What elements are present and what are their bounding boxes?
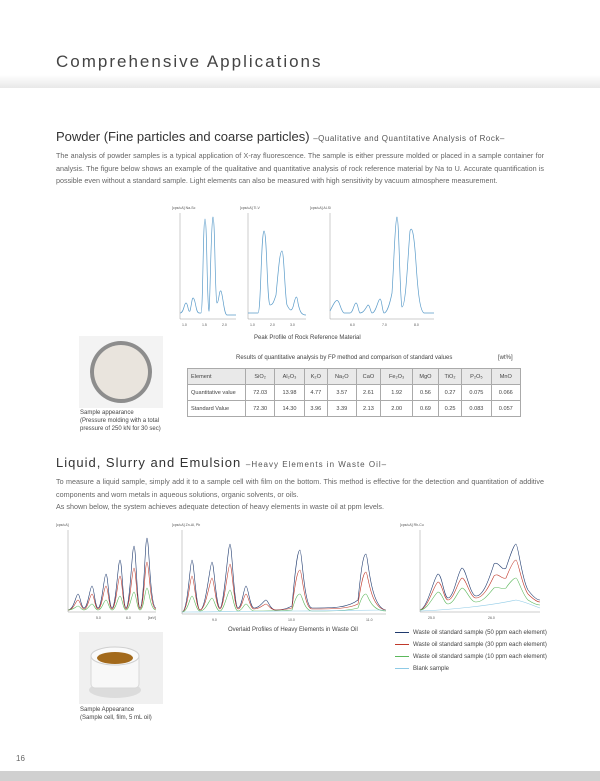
- table-cell: 3.96: [304, 401, 327, 417]
- svg-text:11.0: 11.0: [366, 618, 373, 622]
- legend-swatch: [395, 668, 409, 670]
- powder-section-title: [56, 129, 505, 144]
- rock3-line: [330, 217, 434, 313]
- rock3-title: [cps/uA] Al-Si: [310, 206, 331, 210]
- svg-text:6.0: 6.0: [126, 616, 131, 620]
- legend-swatch: [395, 644, 409, 646]
- liquid-section-title: [56, 455, 387, 470]
- table-cell: 14.30: [275, 401, 304, 417]
- table-cell: 2.00: [381, 401, 413, 417]
- table-cell: 3.39: [327, 401, 356, 417]
- table-cell: 0.25: [438, 401, 461, 417]
- page-number: 16: [16, 754, 25, 763]
- powder-title: Powder (Fine particles and coarse particles): [56, 129, 310, 144]
- page-title: Comprehensive Applications: [56, 52, 323, 71]
- table-cell: 0.27: [438, 385, 461, 401]
- table-cell: 4.77: [304, 385, 327, 401]
- table-cell: 0.083: [462, 401, 491, 417]
- legend-swatch: [395, 632, 409, 634]
- svg-text:9.0: 9.0: [212, 618, 217, 622]
- header-cell: Element: [188, 369, 246, 385]
- oil-sample-liquid: [97, 652, 133, 664]
- row-label: Quantitative value: [188, 385, 246, 401]
- header-cell: Al₂O₃: [275, 369, 304, 385]
- header-cell: TiO₂: [438, 369, 461, 385]
- powder-sample-image: [79, 336, 163, 408]
- header-cell: Na₂O: [327, 369, 356, 385]
- table-cell: 0.066: [491, 385, 520, 401]
- oil-chart-3: [398, 520, 544, 624]
- rock-chart-na-sc: [172, 203, 240, 329]
- header-cell: MgO: [413, 369, 439, 385]
- svg-text:5.0: 5.0: [96, 616, 101, 620]
- svg-text:2.0: 2.0: [222, 323, 227, 327]
- powder-sample-caption: Sample appearance (Pressure molding with a total pressure of 250 kN for 30 sec): [80, 410, 161, 432]
- oil3-line-50: [420, 544, 540, 610]
- svg-text:7.0: 7.0: [382, 323, 387, 327]
- oil-legend: [395, 627, 547, 675]
- oil3-line-30: [420, 560, 540, 610]
- svg-text:6.0: 6.0: [350, 323, 355, 327]
- liquid-paragraph-1: To measure a liquid sample, simply add it to a sample cell with film on the bottom. This method is effective for the detection and quantitation of additive components and worn metals in aqueous solutions, organic solvents, or oils.: [56, 477, 544, 499]
- svg-text:2.0: 2.0: [270, 323, 275, 327]
- legend-item-10ppm: Waste oil standard sample (10 ppm each element): [395, 651, 547, 663]
- header-cell: SiO₂: [246, 369, 275, 385]
- oil-sample-image: [79, 632, 163, 704]
- svg-text:1.5: 1.5: [202, 323, 207, 327]
- svg-text:1.0: 1.0: [182, 323, 187, 327]
- table-header-row: [188, 369, 521, 385]
- table-cell: 0.075: [462, 385, 491, 401]
- rock-chart-al-si: [310, 203, 438, 329]
- oil-chart-caption: Overlaid Profiles of Heavy Elements in Waste Oil: [228, 627, 358, 633]
- table-cell: 0.56: [413, 385, 439, 401]
- header-cell: K₂O: [304, 369, 327, 385]
- svg-text:1.0: 1.0: [250, 323, 255, 327]
- rock-chart-ti-v: [240, 203, 310, 329]
- svg-text:26.0: 26.0: [488, 616, 495, 620]
- table-cell: 72.30: [246, 401, 275, 417]
- results-table: [187, 368, 521, 417]
- header-cell: CaO: [356, 369, 380, 385]
- table-cell: 2.13: [356, 401, 380, 417]
- liquid-paragraph-2: As shown below, the system achieves adequate detection of heavy elements in waste oil at ppm levels.: [56, 502, 385, 511]
- svg-text:25.0: 25.0: [428, 616, 435, 620]
- oil-sample-caption: Sample Appearance (Sample cell, film, 5 mL oil): [80, 707, 152, 721]
- table-cell: 72.03: [246, 385, 275, 401]
- powder-paragraph: The analysis of powder samples is a typical application of X-ray fluorescence. The sample is either pressure molded or placed in a sample container for analysis. The figure below shows an example of the qualitative and quantitative analysis of rock reference material by Na to U. Accurate quantification is possible even without a standard sample. Light elements can also be measured with high sensitivity by vacuum atmosphere measurement.: [56, 151, 544, 185]
- table-row: [188, 385, 521, 401]
- rock-chart-caption: Peak Profile of Rock Reference Material: [254, 335, 361, 341]
- powder-subtitle: –Qualitative and Quantitative Analysis of Rock–: [313, 134, 505, 143]
- table-unit: [wt%]: [498, 355, 513, 361]
- svg-text:8.0: 8.0: [414, 323, 419, 327]
- oil2-line-50: [182, 544, 386, 612]
- oil3-line-blank: [420, 600, 540, 611]
- powder-sample-pellet: [94, 345, 148, 399]
- table-row: [188, 401, 521, 417]
- rock2-title: [cps/uA] Ti-V: [240, 206, 260, 210]
- legend-item-30ppm: Waste oil standard sample (30 ppm each element): [395, 639, 547, 651]
- rock1-line: [180, 217, 236, 315]
- header-cell: P₂O₅: [462, 369, 491, 385]
- table-cell: 2.61: [356, 385, 380, 401]
- oil1-xunit: [keV]: [148, 616, 156, 620]
- table-cell: 0.69: [413, 401, 439, 417]
- table-cell: 3.57: [327, 385, 356, 401]
- liquid-subtitle: –Heavy Elements in Waste Oil–: [245, 460, 388, 469]
- oil-chart-2: [172, 520, 390, 624]
- legend-swatch: [395, 656, 409, 658]
- row-label: Standard Value: [188, 401, 246, 417]
- header-cell: Fe₂O₃: [381, 369, 413, 385]
- svg-text:10.0: 10.0: [288, 618, 295, 622]
- table-cell: 13.98: [275, 385, 304, 401]
- oil1-ylabel: [cps/uA]: [56, 523, 69, 527]
- svg-text:3.0: 3.0: [290, 323, 295, 327]
- oil2-line-30: [182, 564, 386, 612]
- liquid-title: Liquid, Slurry and Emulsion: [56, 455, 242, 470]
- rock2-line: [248, 231, 306, 315]
- oil-chart-1: [56, 520, 160, 626]
- footer-bar: [0, 771, 600, 781]
- oil3-title: [cps/uA] Rh-Cu: [400, 523, 424, 527]
- table-caption: Results of quantitative analysis by FP method and comparison of standard values: [236, 355, 453, 361]
- legend-item-50ppm: Waste oil standard sample (50 ppm each element): [395, 627, 547, 639]
- rock1-title: [cps/uA] Na-Sc: [172, 206, 196, 210]
- table-cell: 0.057: [491, 401, 520, 417]
- legend-item-blank: Blank sample: [395, 663, 547, 675]
- header-cell: MnO: [491, 369, 520, 385]
- oil2-title: [cps/uA] Zn-Al, Pb: [172, 523, 201, 527]
- table-cell: 1.92: [381, 385, 413, 401]
